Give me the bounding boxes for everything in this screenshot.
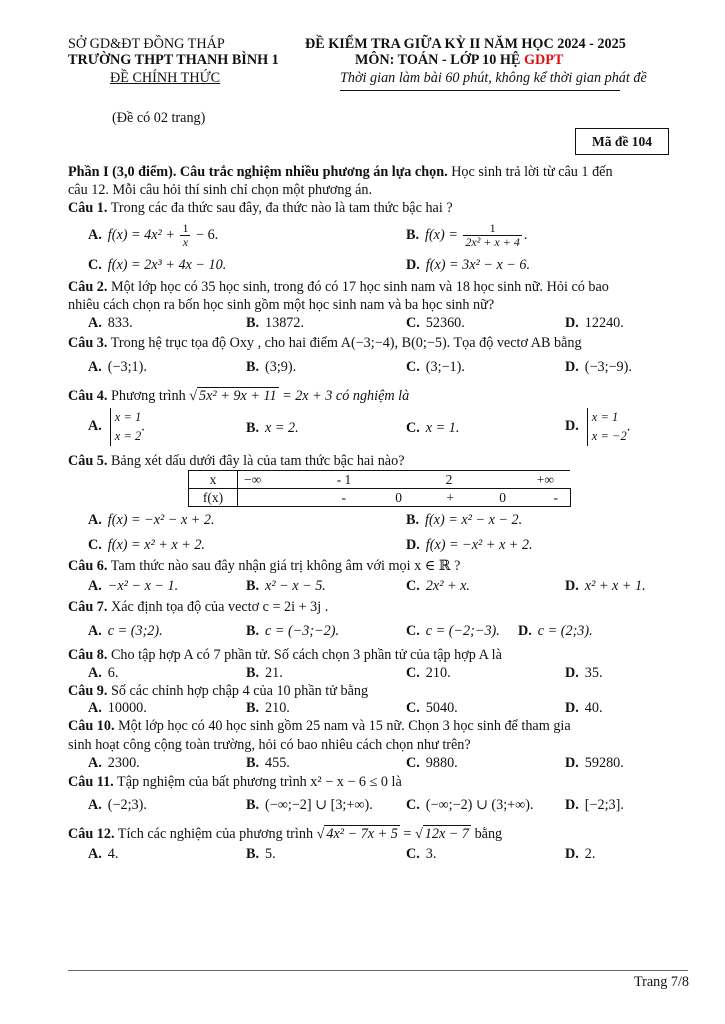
q9-a-text: 10000. xyxy=(107,700,147,716)
option-letter: A. xyxy=(88,846,102,862)
q10-b-text: 455. xyxy=(265,755,290,771)
option-letter: D. xyxy=(518,623,532,639)
q7-b-text: c = (−3;−2). xyxy=(265,623,340,639)
q12-mid: = xyxy=(399,826,415,842)
q9-option-b[interactable] xyxy=(246,700,290,717)
q8-d-text: 35. xyxy=(584,665,603,681)
q4-option-c[interactable] xyxy=(406,420,459,437)
q7-option-a[interactable] xyxy=(88,623,163,640)
q1-c-text: f(x) = 2x³ + 4x − 10. xyxy=(107,257,227,273)
q12-sqrt-2: 12x − 7 xyxy=(424,826,470,842)
question-1 xyxy=(68,200,453,217)
sign-table-row-x xyxy=(189,471,571,489)
question-7 xyxy=(68,599,328,616)
sign-value: +∞ xyxy=(536,471,554,487)
part1-intro xyxy=(68,164,613,181)
option-letter: D. xyxy=(406,537,420,553)
q1-b-fraction xyxy=(463,222,521,249)
q1-option-a[interactable] xyxy=(88,222,218,249)
q10-c-text: 9880. xyxy=(425,755,458,771)
q3-option-c[interactable] xyxy=(406,359,465,376)
sign-value: + xyxy=(446,489,454,505)
q10-label: Câu 10. xyxy=(68,718,115,734)
option-letter: B. xyxy=(246,755,260,771)
q12-option-b[interactable] xyxy=(246,846,276,863)
q8-a-text: 6. xyxy=(107,665,119,681)
q7-text: Xác định tọa độ của vectơ c = 2i + 3j . xyxy=(107,599,329,615)
q6-option-c[interactable] xyxy=(406,578,470,595)
option-letter: D. xyxy=(565,418,579,435)
q10-text-2: sinh hoạt công cộng toàn trường, hỏi có bao nhiêu cách chọn như trên? xyxy=(68,737,471,753)
q1-text: Trong các đa thức sau đây, đa thức nào là tam thức bậc hai ? xyxy=(107,200,453,216)
q1-a-den: x xyxy=(182,235,189,249)
option-letter: D. xyxy=(565,359,579,375)
option-letter: C. xyxy=(406,755,420,771)
q9-d-text: 40. xyxy=(584,700,603,716)
option-letter: B. xyxy=(246,797,260,813)
q11-c-text: (−∞;−2) ∪ (3;+∞). xyxy=(425,797,534,813)
q4-d-line1: x = 1 xyxy=(591,410,619,424)
option-letter: C. xyxy=(406,623,420,639)
question-2 xyxy=(68,279,609,296)
q12-sqrt-1: 4x² − 7x + 5 xyxy=(326,826,398,842)
q11-option-a[interactable] xyxy=(88,797,147,814)
q6-b-text: x² − x − 5. xyxy=(265,578,326,594)
option-letter: A. xyxy=(88,578,102,594)
option-letter: C. xyxy=(406,846,420,862)
time-note: Thời gian làm bài 60 phút, không kể thời gian phát đề xyxy=(340,70,647,86)
subject-highlight: GDPT xyxy=(523,52,564,68)
q7-option-d[interactable] xyxy=(518,623,593,640)
q5-label: Câu 5. xyxy=(68,453,108,469)
q3-c-text: (3;−1). xyxy=(425,359,465,375)
q3-option-d[interactable] xyxy=(565,359,632,376)
exam-code-box: Mã đề 104 xyxy=(575,128,669,155)
question-5 xyxy=(68,453,405,470)
sign-value: - 1 xyxy=(336,471,352,487)
option-letter: B. xyxy=(246,359,260,375)
q7-label: Câu 7. xyxy=(68,599,108,615)
option-letter: D. xyxy=(565,315,579,331)
sign-cell xyxy=(238,471,571,489)
q1-a-tail: − 6. xyxy=(192,226,219,243)
option-letter: D. xyxy=(406,257,420,273)
q3-option-b[interactable] xyxy=(246,359,296,376)
q12-text-post: bằng xyxy=(471,826,503,842)
page-number: Trang 7/8 xyxy=(633,974,689,990)
question-11 xyxy=(68,774,402,791)
sign-value: −∞ xyxy=(244,471,262,487)
q4-d-line2: x = −2 xyxy=(591,429,627,443)
sign-value: - xyxy=(553,489,558,505)
option-letter: A. xyxy=(88,418,102,435)
q2-d-text: 12240. xyxy=(584,315,624,331)
q12-label: Câu 12. xyxy=(68,826,115,842)
option-letter: D. xyxy=(565,755,579,771)
option-letter: B. xyxy=(246,700,260,716)
q4-b-text: x = 2. xyxy=(265,420,299,436)
q8-option-d[interactable] xyxy=(565,665,603,682)
option-letter: A. xyxy=(88,512,102,528)
q5-option-c[interactable] xyxy=(88,537,205,554)
q1-d-text: f(x) = 3x² − x − 6. xyxy=(425,257,531,273)
option-letter: A. xyxy=(88,665,102,681)
sign-value: 0 xyxy=(499,489,506,505)
q5-option-d[interactable] xyxy=(406,537,533,554)
option-letter: B. xyxy=(246,578,260,594)
dept-name: SỞ GD&ĐT ĐỒNG THÁP xyxy=(68,36,225,52)
q12-b-text: 5. xyxy=(265,846,276,862)
q9-b-text: 210. xyxy=(265,700,290,716)
q4-label: Câu 4. xyxy=(68,388,108,404)
q6-label: Câu 6. xyxy=(68,558,108,574)
q6-a-text: −x² − x − 1. xyxy=(107,578,179,594)
q5-a-text: f(x) = −x² − x + 2. xyxy=(107,512,215,528)
option-letter: C. xyxy=(88,257,102,273)
q12-text-pre: Tích các nghiệm của phương trình xyxy=(114,826,317,842)
q4-c-text: x = 1. xyxy=(425,420,460,436)
option-letter: C. xyxy=(88,537,102,553)
q10-option-d[interactable] xyxy=(565,755,624,772)
q1-a-text: f(x) = 4x² + xyxy=(107,226,179,243)
q3-label: Câu 3. xyxy=(68,335,108,351)
option-letter: D. xyxy=(565,797,579,813)
option-letter: A. xyxy=(88,700,102,716)
q10-text: Một lớp học có 40 học sinh gồm 25 nam và 15 nữ. Chọn 3 học sinh để tham gia xyxy=(114,718,571,734)
q4-a-system xyxy=(110,408,141,446)
q4-text-post: = 2x + 3 có nghiệm là xyxy=(278,388,410,404)
q1-b-text: f(x) = xyxy=(425,226,462,243)
sign-cell: f(x) xyxy=(189,489,238,507)
q2-label: Câu 2. xyxy=(68,279,108,295)
q11-b-text: (−∞;−2] ∪ [3;+∞). xyxy=(265,797,373,813)
option-letter: A. xyxy=(88,226,102,243)
option-letter: A. xyxy=(88,623,102,639)
q8-text: Cho tập hợp A có 7 phần tử. Số cách chọn 3 phần tử của tập hợp A là xyxy=(107,647,502,663)
q4-sqrt: 5x² + 9x + 11 xyxy=(199,388,277,404)
q1-label: Câu 1. xyxy=(68,200,108,216)
option-letter: C. xyxy=(406,315,420,331)
question-12: Câu 12. Tích các nghiệm của phương trình √ 4x² − 7x + 5 = √ 12x − 7 bằng xyxy=(68,826,503,842)
q8-label: Câu 8. xyxy=(68,647,108,663)
q5-d-text: f(x) = −x² + x + 2. xyxy=(425,537,533,553)
q2-text: Một lớp học có 35 học sinh, trong đó có 17 học sinh nam và 18 học sinh nữ. Hỏi có bao xyxy=(107,279,609,295)
q3-text: Trong hệ trục tọa độ Oxy , cho hai điểm A(−3;−4), B(0;−5). Tọa độ vectơ AB bằng xyxy=(107,335,582,351)
part1-intro-2: câu 12. Mỗi câu hỏi thí sinh chỉ chọn một phương án. xyxy=(68,182,373,198)
option-letter: C. xyxy=(406,578,420,594)
part1-title: Phần I (3,0 điểm). Câu trắc nghiệm nhiều phương án lựa chọn. xyxy=(68,164,448,180)
subject-text: MÔN: TOÁN - LỚP 10 HỆ xyxy=(355,52,524,68)
q2-option-a[interactable] xyxy=(88,315,133,332)
q12-a-text: 4. xyxy=(107,846,119,862)
q4-text-pre: Phương trình xyxy=(107,388,190,404)
q10-option-b[interactable] xyxy=(246,755,290,772)
option-letter: D. xyxy=(565,846,579,862)
option-letter: C. xyxy=(406,700,420,716)
footer-divider xyxy=(68,970,688,971)
sign-value: 2 xyxy=(445,471,453,487)
q2-option-b[interactable] xyxy=(246,315,304,332)
q9-label: Câu 9. xyxy=(68,683,108,699)
q2-b-text: 13872. xyxy=(265,315,305,331)
q11-option-b[interactable] xyxy=(246,797,373,814)
option-letter: B. xyxy=(246,665,260,681)
q9-option-a[interactable] xyxy=(88,700,147,717)
q11-option-c[interactable] xyxy=(406,797,534,814)
option-letter: A. xyxy=(88,315,102,331)
sign-value: 0 xyxy=(395,489,402,505)
q5-option-a[interactable] xyxy=(88,512,215,529)
q4-option-a[interactable]: A. x = 1 x = 2 . xyxy=(88,408,145,446)
part1-intro-text: Học sinh trả lời từ câu 1 đến xyxy=(447,164,613,180)
q2-text-2: nhiêu cách chọn ra bốn học sinh gồm một học sinh nam và ba học sinh nữ? xyxy=(68,297,495,313)
q3-option-a[interactable] xyxy=(88,359,147,376)
q1-b-den: 2x² + x + 4 xyxy=(465,235,520,249)
q12-d-text: 2. xyxy=(584,846,596,862)
q7-a-text: c = (3;2). xyxy=(107,623,163,639)
option-letter: A. xyxy=(88,797,102,813)
option-letter: A. xyxy=(88,359,102,375)
q1-b-tail: . xyxy=(523,226,528,243)
q1-b-num: 1 xyxy=(463,222,521,236)
q12-c-text: 3. xyxy=(425,846,437,862)
option-letter: B. xyxy=(406,512,420,528)
question-9 xyxy=(68,683,368,700)
q4-d-system xyxy=(587,408,627,446)
q1-option-d[interactable] xyxy=(406,257,530,274)
q11-label: Câu 11. xyxy=(68,774,114,790)
question-6 xyxy=(68,558,460,575)
q2-option-d[interactable] xyxy=(565,315,624,332)
q3-b-text: (3;9). xyxy=(265,359,297,375)
q6-option-d[interactable] xyxy=(565,578,646,595)
q2-a-text: 833. xyxy=(107,315,133,331)
q4-a-line2: x = 2 xyxy=(114,429,142,443)
q1-option-c[interactable] xyxy=(88,257,226,274)
q6-text: Tam thức nào sau đây nhận giá trị không âm với mọi x ∈ ℝ ? xyxy=(107,558,461,574)
q12-option-c[interactable] xyxy=(406,846,436,863)
q8-option-a[interactable] xyxy=(88,665,118,682)
q11-option-d[interactable] xyxy=(565,797,624,814)
option-letter: D. xyxy=(565,578,579,594)
sign-table xyxy=(188,470,571,507)
q10-option-a[interactable] xyxy=(88,755,140,772)
school-name: TRƯỜNG THPT THANH BÌNH 1 xyxy=(68,52,279,68)
q9-c-text: 5040. xyxy=(425,700,458,716)
sign-table-row-f xyxy=(189,489,571,507)
q7-c-text: c = (−2;−3). xyxy=(425,623,500,639)
q9-option-d[interactable] xyxy=(565,700,603,717)
q11-a-text: (−2;3). xyxy=(107,797,147,813)
q4-option-b[interactable] xyxy=(246,420,299,437)
q5-option-b[interactable] xyxy=(406,512,522,529)
q6-c-text: 2x² + x. xyxy=(425,578,470,594)
q5-c-text: f(x) = x² + x + 2. xyxy=(107,537,205,553)
option-letter: B. xyxy=(406,226,420,243)
sign-cell: x xyxy=(189,471,238,489)
q4-a-line1: x = 1 xyxy=(114,410,142,424)
q8-option-b[interactable] xyxy=(246,665,283,682)
q11-text: Tập nghiệm của bất phương trình x² − x − 6 ≤ 0 là xyxy=(113,774,402,790)
option-letter: A. xyxy=(88,755,102,771)
q7-d-text: c = (2;3). xyxy=(537,623,593,639)
header-underline xyxy=(340,90,620,91)
q5-b-text: f(x) = x² − x − 2. xyxy=(425,512,523,528)
q9-option-c[interactable] xyxy=(406,700,458,717)
subject-line xyxy=(355,52,563,69)
option-letter: B. xyxy=(246,623,260,639)
option-letter: C. xyxy=(406,665,420,681)
q4-option-d[interactable]: D. x = 1 x = −2 . xyxy=(565,408,630,446)
q3-a-text: (−3;1). xyxy=(107,359,147,375)
q7-option-c[interactable] xyxy=(406,623,500,640)
question-8 xyxy=(68,647,502,664)
sign-value: - xyxy=(341,489,346,505)
q10-option-c[interactable] xyxy=(406,755,458,772)
q6-option-a[interactable] xyxy=(88,578,178,595)
official-label: ĐỀ CHÍNH THỨC xyxy=(110,70,221,86)
q2-option-c[interactable] xyxy=(406,315,465,332)
q6-option-b[interactable] xyxy=(246,578,326,595)
q1-a-fraction xyxy=(180,222,190,249)
option-letter: C. xyxy=(406,797,420,813)
option-letter: C. xyxy=(406,359,420,375)
q10-d-text: 59280. xyxy=(584,755,624,771)
q6-d-text: x² + x + 1. xyxy=(584,578,646,594)
q8-c-text: 210. xyxy=(425,665,451,681)
q8-b-text: 21. xyxy=(265,665,283,681)
q5-text: Bảng xét dấu dưới đây là của tam thức bậc hai nào? xyxy=(107,453,405,469)
q12-option-a[interactable] xyxy=(88,846,118,863)
option-letter: B. xyxy=(246,846,260,862)
question-3 xyxy=(68,335,582,352)
option-letter: C. xyxy=(406,420,420,436)
q7-option-b[interactable] xyxy=(246,623,339,640)
option-letter: D. xyxy=(565,700,579,716)
q9-text: Số các chỉnh hợp chập 4 của 10 phần tử bằng xyxy=(107,683,369,699)
option-letter: B. xyxy=(246,315,260,331)
q11-d-text: [−2;3]. xyxy=(584,797,624,813)
sign-cell xyxy=(238,489,571,507)
q12-option-d[interactable] xyxy=(565,846,595,863)
option-letter: D. xyxy=(565,665,579,681)
q1-option-b[interactable] xyxy=(406,222,527,249)
option-letter: B. xyxy=(246,420,260,436)
question-4: Câu 4. Phương trình √ 5x² + 9x + 11 = 2x + 3 có nghiệm là xyxy=(68,388,410,404)
q1-a-num: 1 xyxy=(182,221,189,235)
q8-option-c[interactable] xyxy=(406,665,451,682)
q3-d-text: (−3;−9). xyxy=(584,359,632,375)
pages-note: (Đề có 02 trang) xyxy=(112,110,206,126)
q10-a-text: 2300. xyxy=(107,755,140,771)
exam-title: ĐỀ KIỂM TRA GIỮA KỲ II NĂM HỌC 2024 - 2025 xyxy=(305,36,626,52)
question-10 xyxy=(68,718,571,735)
q2-c-text: 52360. xyxy=(425,315,465,331)
